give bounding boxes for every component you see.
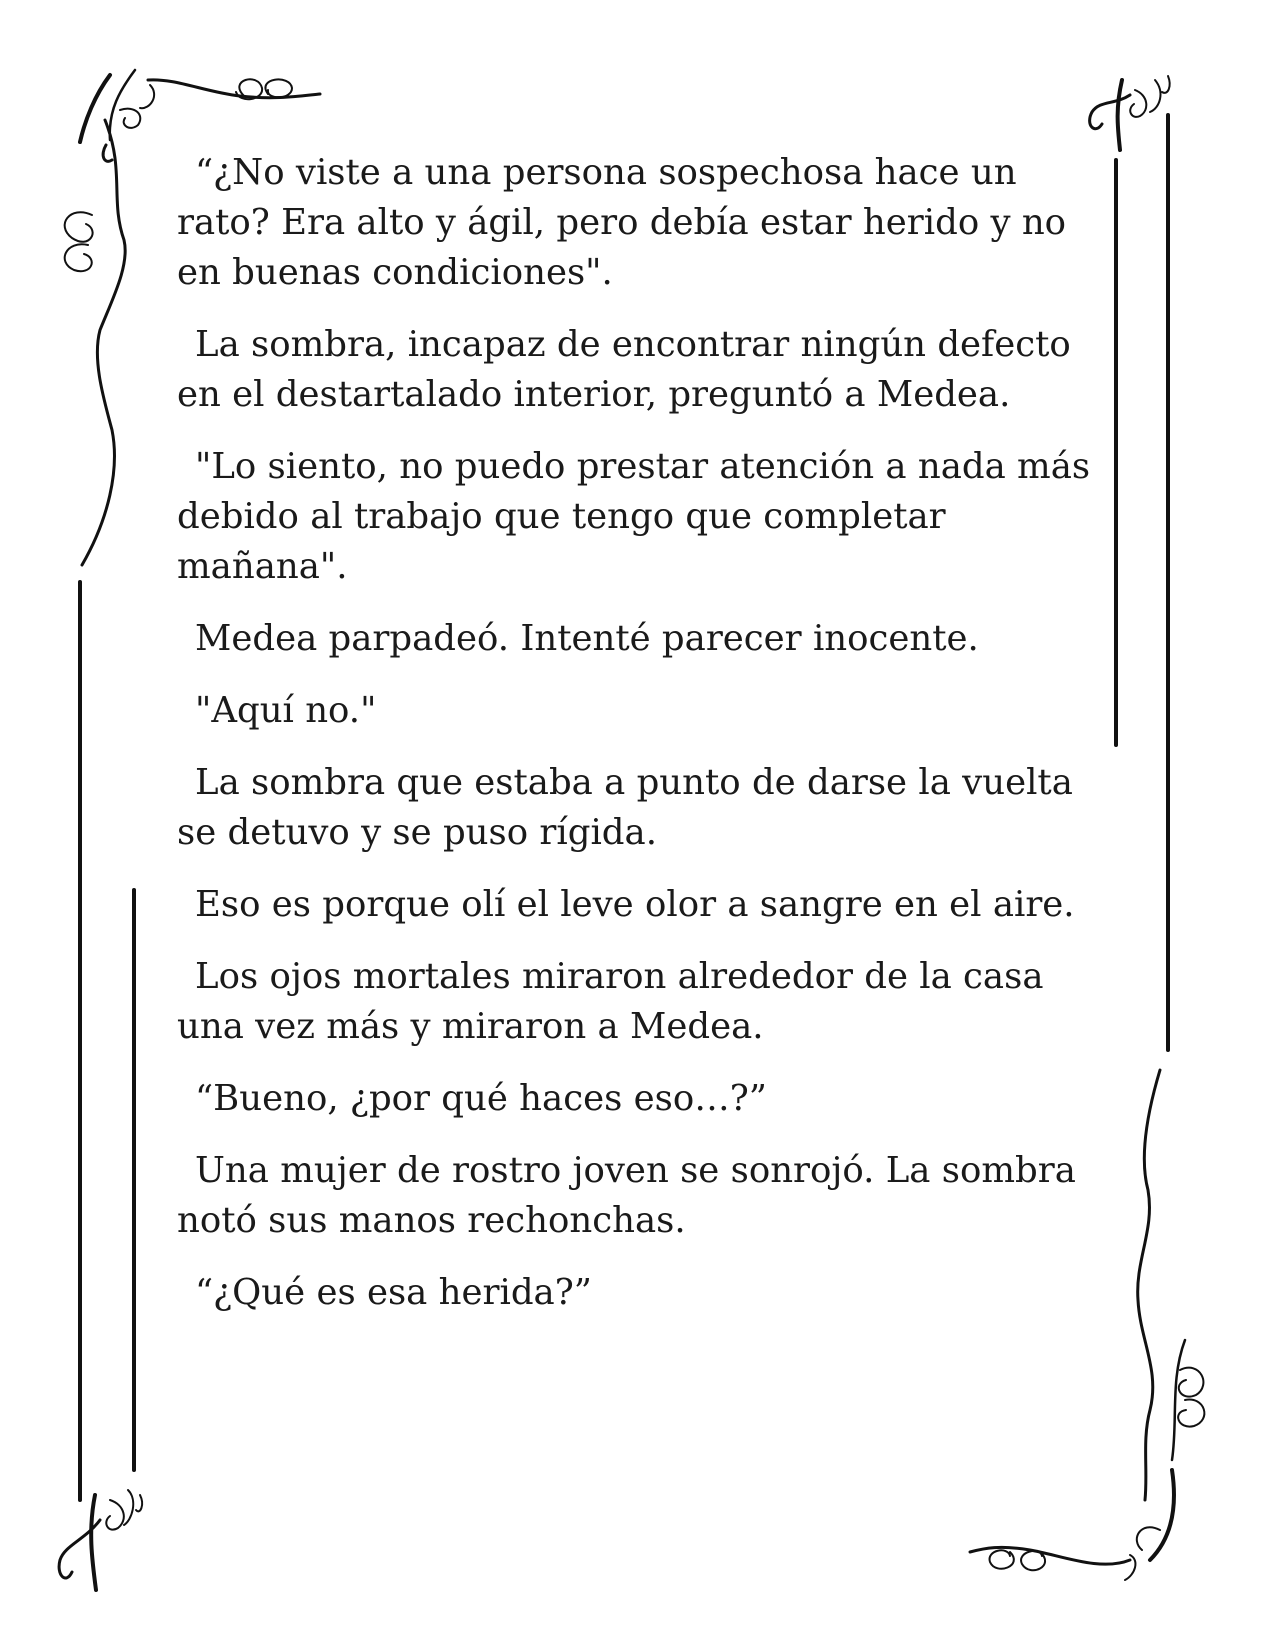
paragraph: Eso es porque olí el leve olor a sangre en el aire.	[195, 884, 1075, 925]
top-right-flourish	[1090, 76, 1170, 150]
paragraph: “¿Qué es esa herida?”	[195, 1272, 592, 1313]
bottom-left-flourish	[59, 1490, 142, 1590]
paragraph: "Lo siento, no puedo prestar atención a nada más debido al trabajo que tengo que completar mañana".	[177, 446, 1091, 587]
paragraph: La sombra, incapaz de encontrar ningún defecto en el destartalado interior, preguntó a Medea.	[177, 324, 1071, 415]
paragraph: Los ojos mortales miraron alrededor de la casa una vez más y miraron a Medea.	[177, 956, 1044, 1047]
paragraph: “¿No viste a una persona sospechosa hace un rato? Era alto y ágil, pero debía estar herido y no en buenas condiciones".	[177, 152, 1067, 293]
paragraph: La sombra que estaba a punto de darse la vuelta se detuvo y se puso rígida.	[177, 762, 1073, 853]
story-text	[177, 148, 1112, 1340]
paragraph: Medea parpadeó. Intenté parecer inocente.	[195, 618, 979, 659]
paragraph: Una mujer de rostro joven se sonrojó. La sombra notó sus manos rechonchas.	[177, 1150, 1076, 1241]
paragraph: "Aquí no."	[195, 690, 377, 731]
paragraph: “Bueno, ¿por qué haces eso…?”	[195, 1078, 767, 1119]
